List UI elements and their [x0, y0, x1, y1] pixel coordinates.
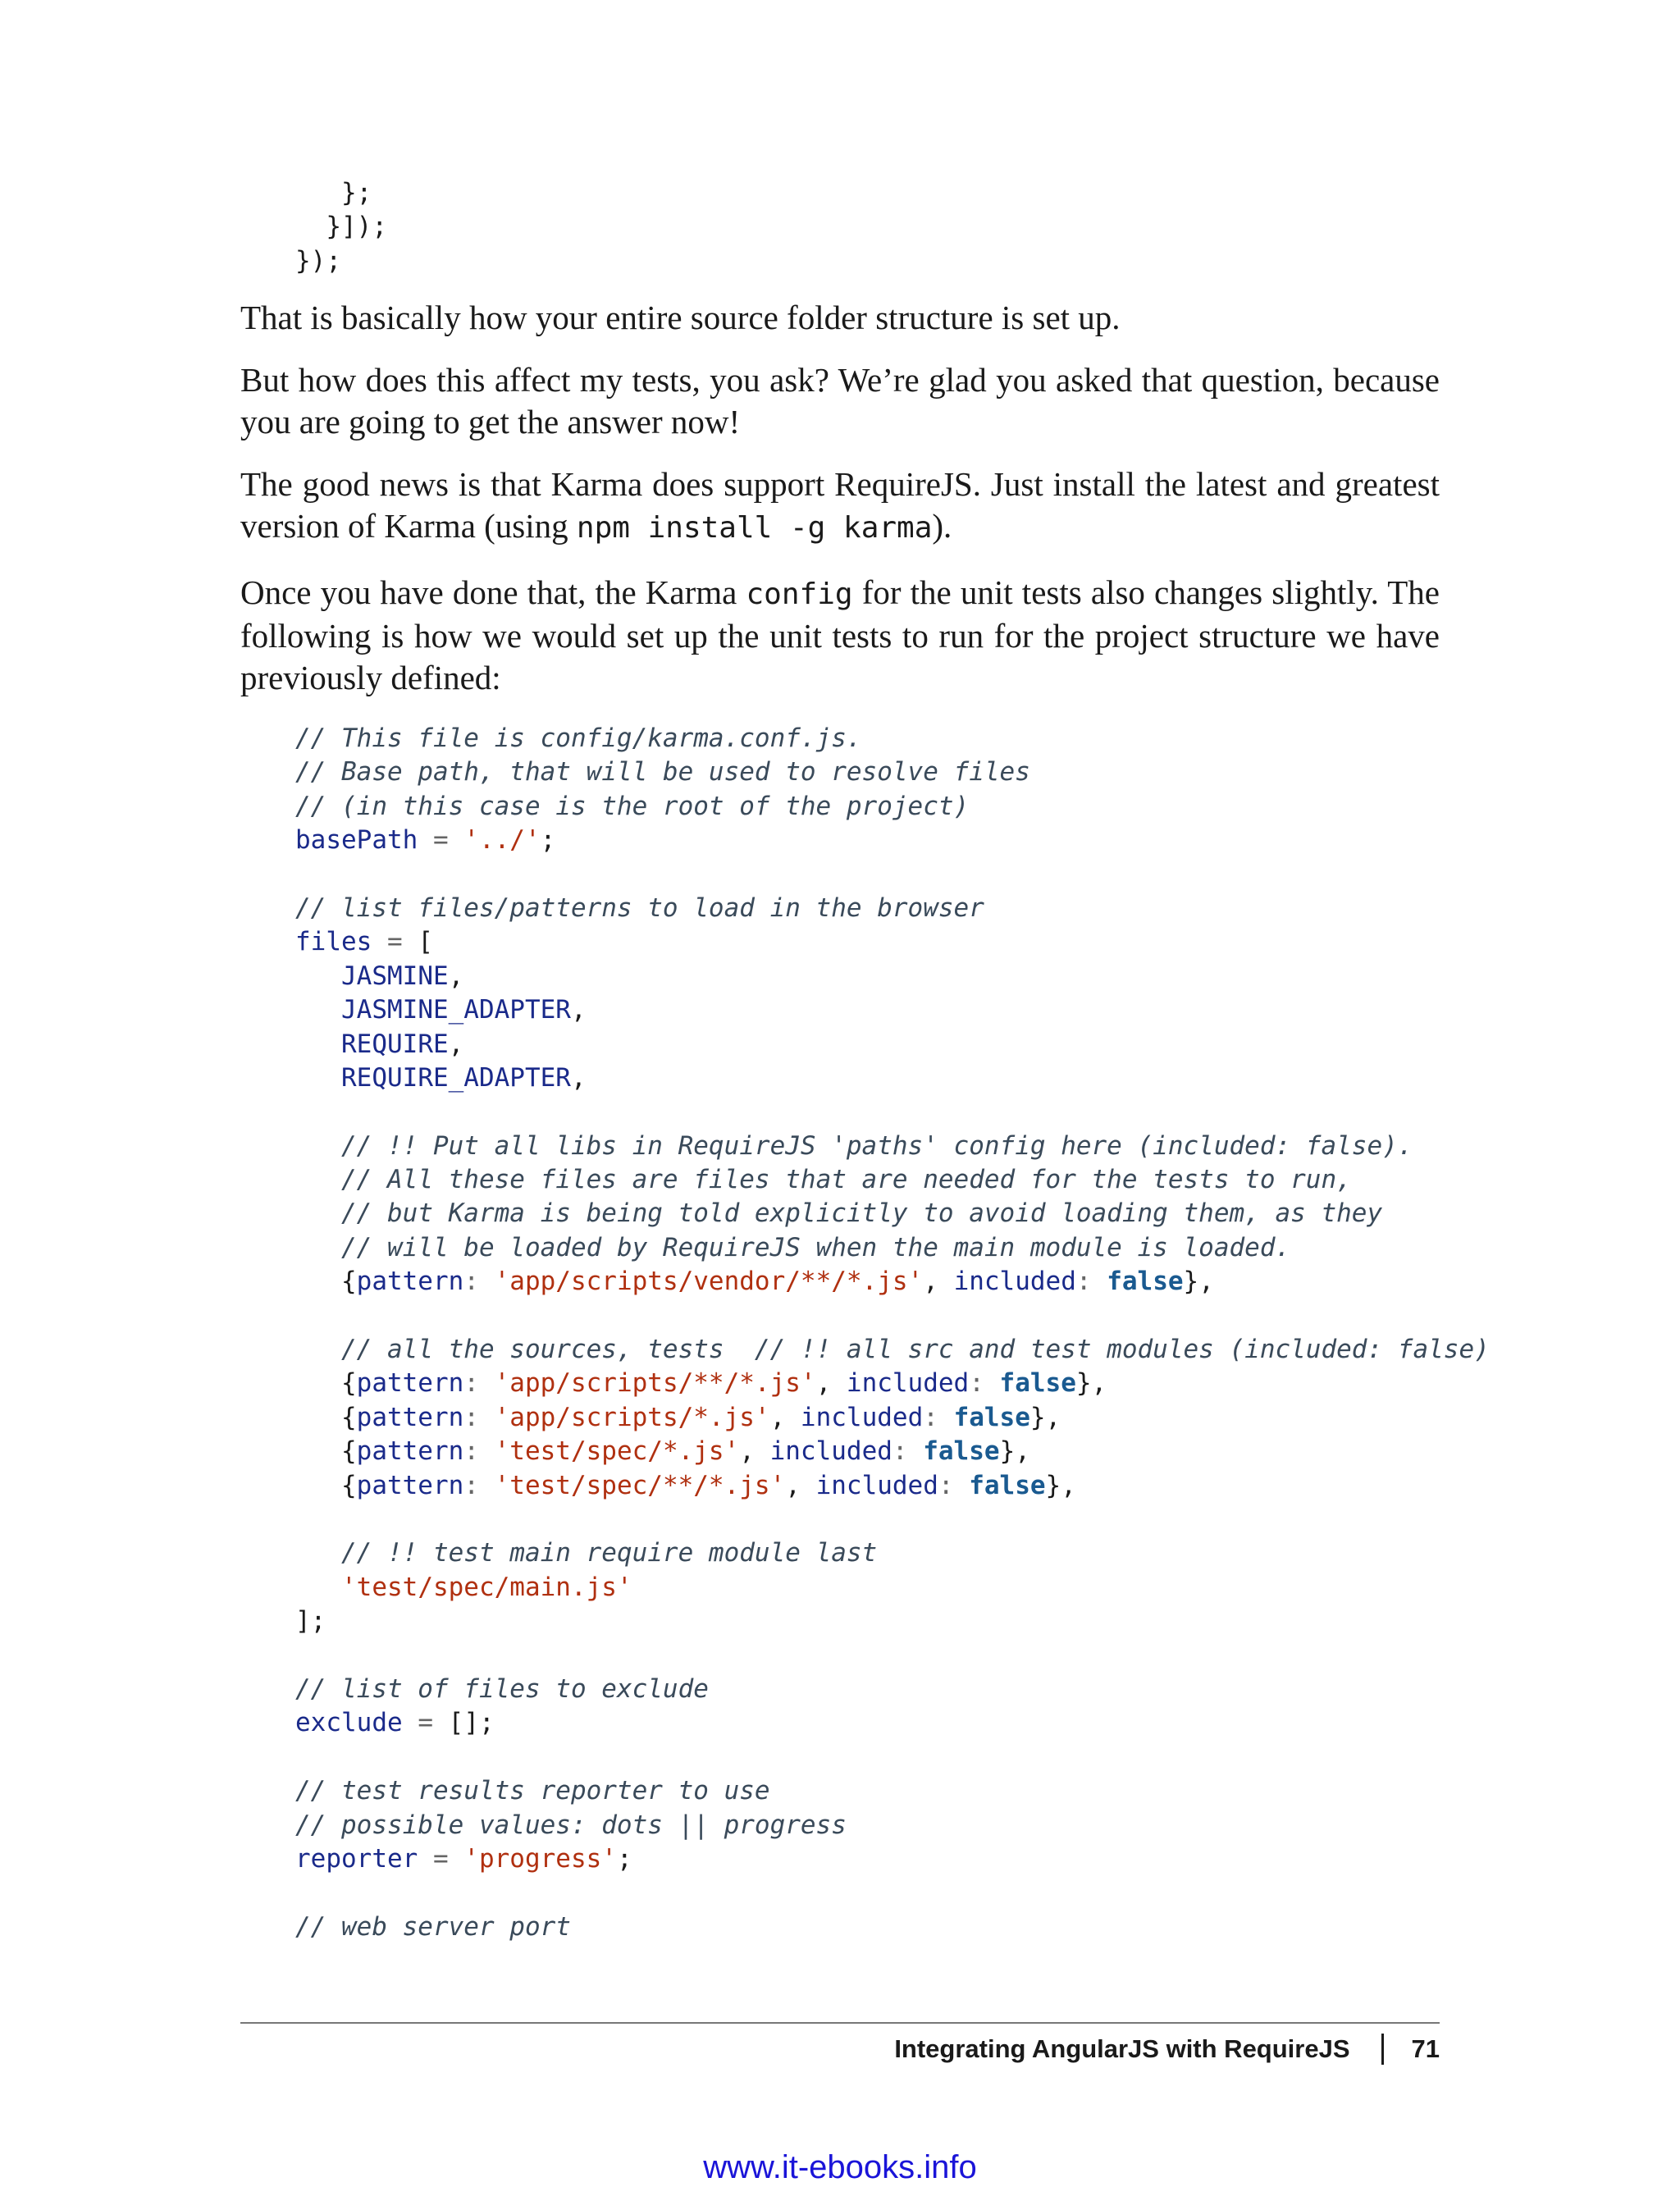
- page-number: 71: [1411, 2034, 1440, 2063]
- code-line: files = [: [295, 927, 433, 957]
- paragraph-4: [240, 572, 1440, 699]
- code-line: });: [295, 245, 341, 276]
- code-identifier: JASMINE: [341, 961, 449, 991]
- code-line: {pattern: 'app/scripts/*.js', included: false},: [295, 1402, 1061, 1432]
- code-fragment-top: [295, 176, 387, 278]
- code-identifier: included: [846, 1368, 970, 1399]
- code-identifier: REQUIRE_ADAPTER: [341, 1062, 571, 1093]
- code-string: 'app/scripts/**/*.js': [494, 1368, 816, 1399]
- code-comment: // (in this case is the root of the project): [295, 791, 970, 821]
- code-line: [295, 1536, 1490, 1570]
- code-comment: // This file is config/karma.conf.js.: [295, 724, 862, 753]
- code-line: exclude = [];: [295, 1708, 495, 1738]
- code-comment: // list files/patterns to load in the browser: [295, 892, 984, 923]
- code-identifier: files: [295, 927, 372, 957]
- code-identifier: pattern: [356, 1470, 464, 1500]
- inline-code: config: [746, 578, 853, 611]
- code-comment: // All these files are files that are needed for the tests to run,: [341, 1165, 1352, 1195]
- code-identifier: pattern: [356, 1368, 464, 1399]
- code-line: [295, 1130, 1490, 1163]
- code-line: REQUIRE,: [341, 1029, 464, 1059]
- code-comment: // !! test main require module last: [341, 1538, 878, 1568]
- code-line: {pattern: 'test/spec/*.js', included: false},: [295, 1436, 1030, 1467]
- code-identifier: pattern: [356, 1402, 464, 1432]
- code-line: [295, 1911, 1490, 1944]
- code-string: 'test/spec/*.js': [494, 1436, 740, 1467]
- paragraph-1: That is basically how your entire source folder structure is set up.: [240, 299, 1121, 336]
- code-line: basePath = '../';: [295, 825, 556, 856]
- page-footer: [894, 2034, 1440, 2065]
- code-line-blank: [295, 858, 1490, 892]
- code-identifier: exclude: [295, 1708, 403, 1738]
- chapter-title: Integrating AngularJS with RequireJS: [894, 2034, 1350, 2063]
- code-comment: // list of files to exclude: [295, 1673, 709, 1704]
- code-line: [295, 1774, 1490, 1808]
- code-line: [295, 722, 1490, 756]
- code-comment: // will be loaded by RequireJS when the main module is loaded.: [341, 1232, 1291, 1262]
- code-line: REQUIRE_ADAPTER,: [341, 1062, 587, 1093]
- code-line: reporter = 'progress';: [295, 1843, 632, 1874]
- footer-separator: [1381, 2034, 1384, 2065]
- code-identifier: JASMINE_ADAPTER: [341, 995, 571, 1025]
- paragraph-3-text: The good news is that Karma does support RequireJS. Just install the latest and greatest version of Karma (using: [240, 465, 1440, 545]
- code-comment: // !! Put all libs in RequireJS 'paths' config here (included: false).: [341, 1130, 1413, 1161]
- paragraph-2: But how does this affect my tests, you ask? We’re glad you asked that question, because you are going to get the answer now!: [240, 361, 1440, 441]
- code-line: JASMINE_ADAPTER,: [341, 995, 587, 1025]
- paragraph-4-text: Once you have done that, the Karma: [240, 573, 746, 611]
- code-identifier: reporter: [295, 1843, 418, 1874]
- code-string: 'app/scripts/*.js': [494, 1402, 770, 1432]
- code-identifier: basePath: [295, 825, 418, 856]
- code-comment: // test results reporter to use: [295, 1776, 770, 1806]
- code-string: '../': [463, 825, 541, 856]
- watermark-link[interactable]: www.it-ebooks.info: [703, 2149, 977, 2185]
- code-line: }]);: [295, 212, 387, 242]
- code-identifier: included: [953, 1267, 1076, 1297]
- code-line: JASMINE,: [341, 961, 464, 991]
- code-line: [295, 1197, 1490, 1230]
- paragraph-3-text-end: ).: [932, 507, 952, 545]
- code-keyword: false: [923, 1436, 1000, 1467]
- code-line-blank: [295, 1095, 1490, 1129]
- footer-rule: [240, 2022, 1440, 2024]
- code-line-blank: [295, 1503, 1490, 1536]
- code-comment: // all the sources, tests // !! all src and test modules (included: false): [341, 1335, 1490, 1365]
- code-identifier: REQUIRE: [341, 1029, 449, 1059]
- code-line: [295, 892, 1490, 925]
- code-line: {pattern: 'app/scripts/vendor/**/*.js', included: false},: [295, 1267, 1214, 1297]
- code-line: [295, 1231, 1490, 1265]
- code-line: [295, 1163, 1490, 1197]
- code-keyword: false: [969, 1470, 1046, 1500]
- code-keyword: false: [1107, 1267, 1184, 1297]
- paragraph-3: [240, 463, 1440, 549]
- code-string: 'progress': [463, 1843, 617, 1874]
- code-keyword: false: [999, 1368, 1076, 1399]
- code-keyword: false: [953, 1402, 1030, 1432]
- code-identifier: included: [769, 1436, 892, 1467]
- code-string: 'app/scripts/vendor/**/*.js': [494, 1267, 924, 1297]
- code-string: 'test/spec/**/*.js': [494, 1470, 786, 1500]
- code-identifier: included: [800, 1402, 924, 1432]
- paragraph-4-text-end: for the unit tests also changes slightly. The following is how we would set up the unit tests to run for the project structure we have previously defined:: [240, 573, 1440, 696]
- code-identifier: pattern: [356, 1267, 464, 1297]
- code-line: [295, 1673, 1490, 1706]
- code-line: {pattern: 'test/spec/**/*.js', included: false},: [295, 1470, 1076, 1500]
- code-line-blank: [295, 1639, 1490, 1673]
- code-line: ];: [295, 1606, 326, 1637]
- code-string: 'test/spec/main.js': [341, 1572, 632, 1602]
- code-line: [295, 1333, 1490, 1367]
- code-line: [295, 756, 1490, 789]
- code-line: [295, 1809, 1490, 1842]
- code-line: [295, 790, 1490, 824]
- code-line-blank: [295, 1741, 1490, 1774]
- code-line: [295, 1571, 1490, 1605]
- code-line: };: [295, 178, 372, 208]
- code-identifier: included: [815, 1470, 938, 1500]
- code-comment: // Base path, that will be used to resolve files: [295, 757, 1030, 788]
- inline-code: npm install -g karma: [576, 511, 933, 545]
- code-identifier: pattern: [356, 1436, 464, 1467]
- code-line: {pattern: 'app/scripts/**/*.js', included: false},: [295, 1368, 1107, 1399]
- code-comment: // web server port: [295, 1911, 571, 1942]
- code-comment: // but Karma is being told explicitly to avoid loading them, as they: [341, 1198, 1383, 1229]
- code-listing-karma-conf: [295, 722, 1490, 1944]
- code-line-blank: [295, 1299, 1490, 1333]
- code-line-blank: [295, 1876, 1490, 1910]
- code-comment: // possible values: dots || progress: [295, 1810, 847, 1840]
